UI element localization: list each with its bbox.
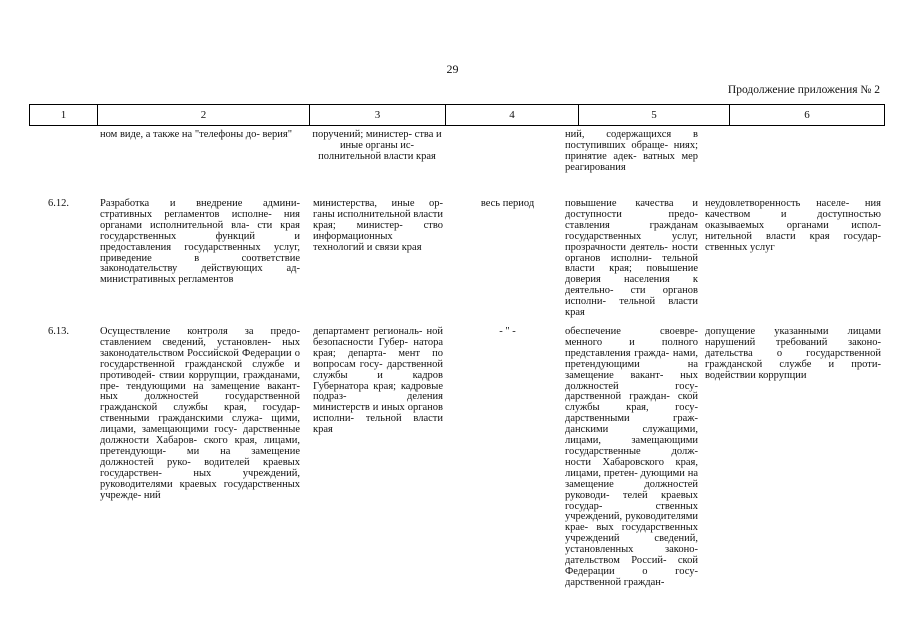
continuation-caption: Продолжение приложения № 2 [727, 84, 880, 96]
column-header-5: 5 [579, 105, 730, 126]
column-header-4: 4 [446, 105, 579, 126]
column-header-2: 2 [98, 105, 310, 126]
executors-cell: министерства, иные ор- ганы исполнительной власти края; министер- ство информационных технологий и связи края [313, 198, 443, 253]
result-cell: ний, содержащихся в поступивших обраще- ниях; принятие адек- ватных мер реагирования [565, 129, 698, 173]
risk-cell: неудовлетворенность населе- ния качеством и доступностью оказываемых органами испол- нительной власти края государ- ственных услуг [705, 198, 881, 253]
activity-cell: Разработка и внедрение админи- стративных регламентов исполне- ния органами исполнительной вла- сти края государственных функций и предоставления государственных услуг, приведение в соответствие законодательству действующих ад- министративных регламентов [100, 198, 300, 286]
row-number: 6.12. [48, 198, 69, 209]
column-header-6: 6 [730, 105, 885, 126]
risk-cell: допущение указанными лицами нарушений требований законо- дательства о государственной гражданской службе и проти- водействии коррупции [705, 326, 881, 381]
column-header-1: 1 [30, 105, 98, 126]
result-cell: повышение качества и доступности предо- ставления гражданам государственных услуг, прозрачности деятель- ности органов исполни- тельной власти края; повышение доверия населения к деятельно- сти органов исполни- тельной власти края [565, 198, 698, 319]
page-number: 29 [446, 62, 459, 76]
result-cell: обеспечение своевре- менного и полного представления гражда- нами, претендующими на замещение вакант- ных должностей госу- дарственной граждан- ской службы края, госу- дарственными граж- данскими служащими, лицами, замещающими государственные долж- ности Хабаровского края, лицами, претен- дующими на замещение должностей руководи- телей краевых государ- ственных учреждений, руководителями крае- вых государственных учреждений сведений, установленных законо- дательством Россий- ской Федерации о госу- дарственной граждан- [565, 326, 698, 588]
period-cell: весь период [480, 198, 535, 209]
column-header-3: 3 [310, 105, 446, 126]
executors-cell: департамент региональ- ной безопасности Губер- натора края; департа- мент по вопросам госу- дарственной службы и кадров Губернатора края; кадровые подраз- деления министерств и иных органов исполни- тельной власти края [313, 326, 443, 436]
activity-cell: ном виде, а также на "телефоны до- верия" [100, 129, 293, 140]
activity-cell: Осуществление контроля за предо- ставлением сведений, установлен- ных законодательством Российской Федерации о государственной гражданской службе и противодей- ствии коррупции, гражданами, пре- тендующими на замещение вакант- ных должностей государственной гражданской службы края, государ- ственными гражданскими служа- щими, лицами, замещающими госу- дарственные должности Хабаров- ского края, лицами, претендующи- ми на замещение должностей руко- водителей краевых государствен- ных учреждений, руководителями краевых государственных учрежде- ний [100, 326, 300, 501]
period-cell: - " - [499, 326, 516, 337]
column-header-row [29, 104, 885, 126]
row-number: 6.13. [48, 326, 69, 337]
executors-cell: поручений; министер- ства и иные органы ис- полнительной власти края [312, 129, 442, 162]
